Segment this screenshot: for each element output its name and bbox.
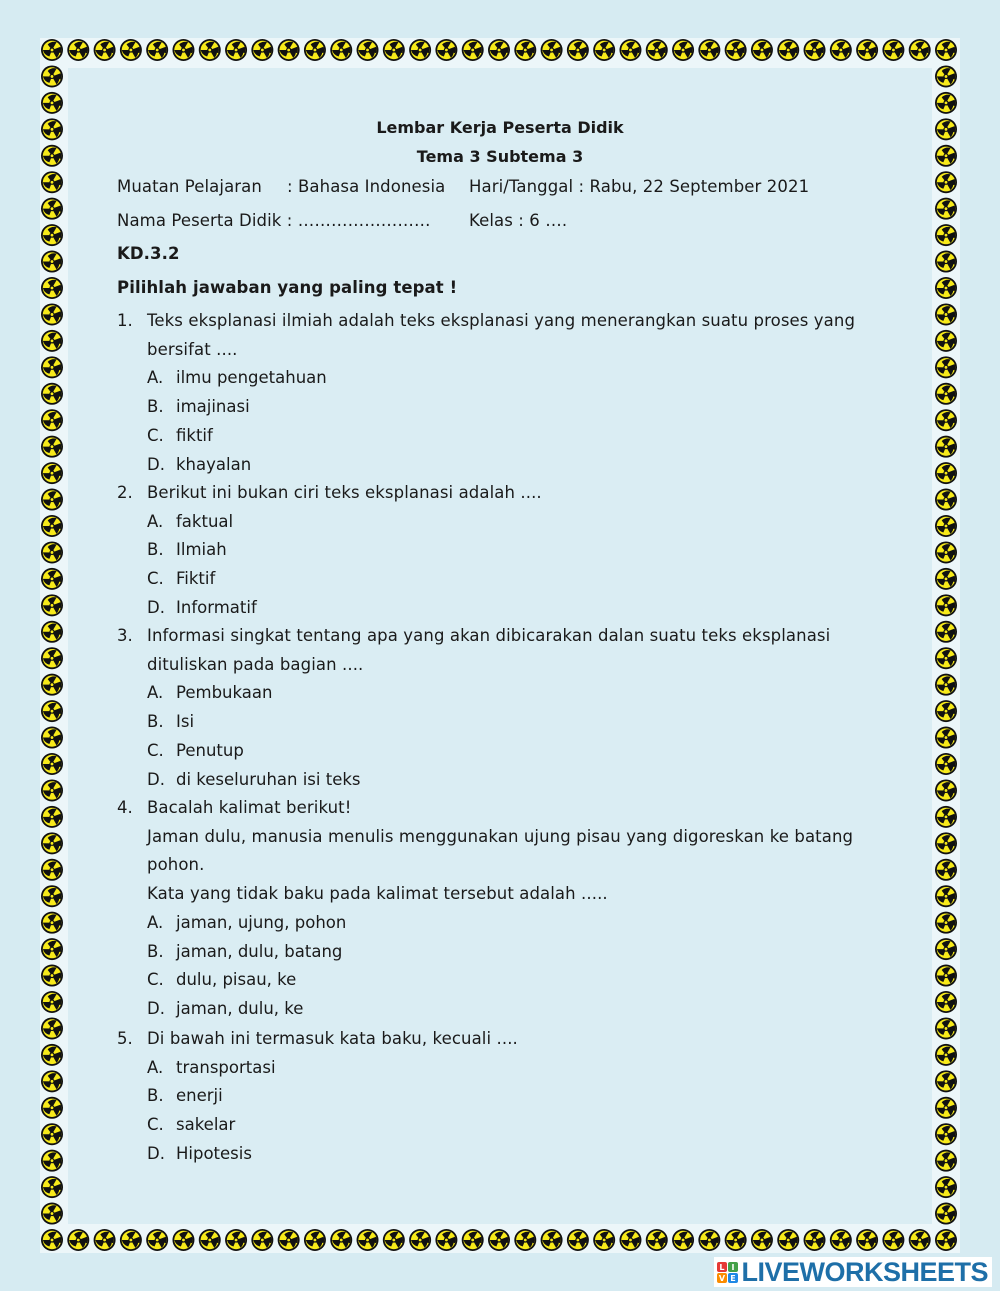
radiation-icon: [935, 1044, 957, 1066]
radiation-icon: [146, 1229, 168, 1251]
radiation-icon: [94, 39, 116, 61]
radiation-icon: [41, 568, 63, 590]
radiation-icon: [41, 1229, 63, 1251]
radiation-icon: [935, 356, 957, 378]
radiation-icon: [41, 885, 63, 907]
radiation-icon: [304, 39, 326, 61]
radiation-icon: [409, 39, 431, 61]
radiation-icon: [935, 912, 957, 934]
radiation-icon: [41, 621, 63, 643]
radiation-icon: [935, 700, 957, 722]
option-text[interactable]: jaman, dulu, batang: [176, 941, 343, 961]
option-letter[interactable]: A.: [147, 368, 164, 388]
radiation-icon: [935, 1123, 957, 1145]
option-text[interactable]: Hipotesis: [176, 1143, 252, 1163]
radiation-icon: [882, 39, 904, 61]
radiation-icon: [725, 1229, 747, 1251]
radiation-icon: [804, 1229, 826, 1251]
option-text[interactable]: imajinasi: [176, 397, 250, 417]
radiation-icon: [935, 1097, 957, 1119]
logo-letter: L: [717, 1262, 727, 1272]
radiation-icon: [935, 832, 957, 854]
radiation-icon: [225, 1229, 247, 1251]
logo-letter: V: [718, 1273, 726, 1283]
radiation-icon: [935, 1150, 957, 1172]
option-letter[interactable]: B.: [147, 540, 164, 560]
radiation-icon: [935, 1203, 957, 1225]
radiation-icon: [804, 39, 826, 61]
radiation-icon: [777, 39, 799, 61]
radiation-icon: [67, 1229, 89, 1251]
option-letter[interactable]: A.: [147, 511, 164, 531]
radiation-icon: [225, 39, 247, 61]
option-letter[interactable]: A.: [147, 683, 164, 703]
option-text[interactable]: Informatif: [176, 597, 257, 617]
radiation-icon: [909, 39, 931, 61]
radiation-icon: [330, 1229, 352, 1251]
radiation-icon: [935, 39, 957, 61]
question-number: 1.: [117, 311, 133, 330]
radiation-icon: [777, 1229, 799, 1251]
class-field[interactable]: Kelas : 6 ….: [469, 211, 568, 230]
radiation-icon: [935, 65, 957, 87]
radiation-icon: [41, 541, 63, 563]
question-text: pohon.: [147, 855, 205, 875]
radiation-icon: [41, 806, 63, 828]
radiation-icon: [541, 1229, 563, 1251]
radiation-icon: [935, 198, 957, 220]
radiation-icon: [935, 938, 957, 960]
option-text[interactable]: jaman, dulu, ke: [176, 998, 304, 1018]
logo-letter: I: [728, 1262, 738, 1272]
radiation-icon: [541, 39, 563, 61]
question-text: Di bawah ini termasuk kata baku, kecuali ....: [147, 1029, 518, 1048]
radiation-icon: [41, 251, 63, 273]
option-letter[interactable]: C.: [147, 1115, 164, 1135]
radiation-icon: [330, 39, 352, 61]
liveworksheets-logo-icon: [716, 1261, 738, 1283]
option-letter[interactable]: D.: [147, 1143, 165, 1163]
radiation-icon: [251, 1229, 273, 1251]
radiation-icon: [646, 39, 668, 61]
radiation-icon: [882, 1229, 904, 1251]
question-text: Kata yang tidak baku pada kalimat tersebut adalah .....: [147, 884, 608, 904]
radiation-icon: [935, 1070, 957, 1092]
radiation-icon: [935, 727, 957, 749]
radiation-icon: [935, 224, 957, 246]
kd-code: KD.3.2: [117, 244, 180, 263]
radiation-icon: [935, 330, 957, 352]
radiation-icon: [357, 39, 379, 61]
worksheet-subtitle: Tema 3 Subtema 3: [416, 147, 584, 166]
radiation-icon: [935, 277, 957, 299]
radiation-icon: [935, 674, 957, 696]
radiation-icon: [278, 1229, 300, 1251]
radiation-icon: [41, 912, 63, 934]
radiation-icon: [935, 806, 957, 828]
logo-letter: E: [728, 1273, 738, 1283]
radiation-icon: [935, 621, 957, 643]
radiation-icon: [41, 965, 63, 987]
option-text[interactable]: jaman, ujung, pohon: [176, 912, 347, 932]
radiation-icon: [567, 1229, 589, 1251]
radiation-icon: [935, 515, 957, 537]
question-number: 4.: [117, 798, 133, 817]
option-text[interactable]: khayalan: [176, 454, 252, 474]
radiation-icon: [41, 462, 63, 484]
radiation-icon: [935, 1017, 957, 1039]
question-text: Berikut ini bukan ciri teks eksplanasi adalah ....: [147, 483, 542, 502]
radiation-icon: [935, 965, 957, 987]
option-letter[interactable]: B.: [147, 941, 164, 961]
radiation-icon: [41, 277, 63, 299]
radiation-icon: [462, 1229, 484, 1251]
option-text[interactable]: fiktif: [176, 425, 213, 445]
radiation-icon: [935, 409, 957, 431]
radiation-icon: [935, 753, 957, 775]
radiation-icon: [409, 1229, 431, 1251]
option-letter[interactable]: D.: [147, 998, 165, 1018]
radiation-icon: [935, 541, 957, 563]
radiation-icon: [935, 885, 957, 907]
radiation-icon: [41, 224, 63, 246]
option-letter[interactable]: D.: [147, 597, 165, 617]
radiation-icon: [619, 1229, 641, 1251]
option-text[interactable]: sakelar: [176, 1115, 236, 1135]
option-letter[interactable]: B.: [147, 397, 164, 417]
option-letter[interactable]: C.: [147, 425, 164, 445]
question-text: Jaman dulu, manusia menulis menggunakan ujung pisau yang digoreskan ke batang: [147, 826, 854, 846]
radiation-icon: [41, 65, 63, 87]
radiation-icon: [41, 1123, 63, 1145]
option-letter[interactable]: C.: [147, 740, 164, 760]
radiation-icon: [725, 39, 747, 61]
option-letter[interactable]: B.: [147, 712, 164, 732]
radiation-icon: [41, 727, 63, 749]
option-text[interactable]: Isi: [176, 712, 195, 732]
radiation-icon: [646, 1229, 668, 1251]
radiation-icon: [514, 1229, 536, 1251]
radiation-icon: [41, 674, 63, 696]
radiation-icon: [199, 39, 221, 61]
radiation-icon: [41, 409, 63, 431]
radiation-icon: [935, 779, 957, 801]
radiation-icon: [41, 647, 63, 669]
option-letter[interactable]: A.: [147, 912, 164, 932]
radiation-icon: [462, 39, 484, 61]
radiation-icon: [41, 700, 63, 722]
radiation-icon: [172, 39, 194, 61]
radiation-icon: [41, 1070, 63, 1092]
watermark-text: LIVEWORKSHEETS: [741, 1256, 988, 1287]
radiation-icon: [935, 171, 957, 193]
radiation-icon: [935, 859, 957, 881]
radiation-icon: [593, 1229, 615, 1251]
date-label: Hari/Tanggal : Rabu, 22 September 2021: [469, 177, 810, 196]
radiation-icon: [514, 39, 536, 61]
radiation-icon: [41, 1176, 63, 1198]
radiation-icon: [41, 1044, 63, 1066]
radiation-icon: [41, 198, 63, 220]
radiation-icon: [935, 383, 957, 405]
radiation-icon: [41, 1203, 63, 1225]
radiation-icon: [120, 1229, 142, 1251]
radiation-icon: [909, 1229, 931, 1251]
option-letter[interactable]: A.: [147, 1057, 164, 1077]
option-text[interactable]: Pembukaan: [176, 683, 273, 703]
question-text: Teks eksplanasi ilmiah adalah teks eksplanasi yang menerangkan suatu proses yang: [147, 311, 856, 330]
radiation-icon: [567, 39, 589, 61]
radiation-icon: [751, 1229, 773, 1251]
radiation-icon: [41, 515, 63, 537]
option-text[interactable]: transportasi: [176, 1057, 276, 1077]
radiation-icon: [41, 859, 63, 881]
radiation-icon: [41, 92, 63, 114]
radiation-icon: [619, 39, 641, 61]
radiation-icon: [383, 1229, 405, 1251]
worksheet-title: Lembar Kerja Peserta Didik: [376, 118, 624, 137]
radiation-icon: [856, 1229, 878, 1251]
radiation-icon: [935, 991, 957, 1013]
subject-label: Muatan Pelajaran: [117, 177, 262, 196]
radiation-icon: [935, 303, 957, 325]
radiation-icon: [41, 1097, 63, 1119]
radiation-icon: [41, 753, 63, 775]
radiation-icon: [172, 1229, 194, 1251]
radiation-icon: [435, 39, 457, 61]
radiation-icon: [41, 779, 63, 801]
radiation-icon: [67, 39, 89, 61]
radiation-icon: [251, 39, 273, 61]
question-text: dituliskan pada bagian ....: [147, 654, 364, 674]
question-text: bersifat ....: [147, 339, 238, 359]
radiation-icon: [41, 832, 63, 854]
radiation-icon: [41, 330, 63, 352]
option-text[interactable]: Fiktif: [176, 569, 216, 589]
radiation-icon: [357, 1229, 379, 1251]
radiation-icon: [935, 436, 957, 458]
question-text: Bacalah kalimat berikut!: [147, 798, 352, 817]
radiation-icon: [41, 1017, 63, 1039]
radiation-icon: [41, 356, 63, 378]
option-letter[interactable]: C.: [147, 970, 164, 990]
radiation-icon: [751, 39, 773, 61]
radiation-icon: [41, 489, 63, 511]
radiation-icon: [41, 383, 63, 405]
radiation-icon: [672, 39, 694, 61]
option-letter[interactable]: D.: [147, 454, 165, 474]
radiation-icon: [41, 39, 63, 61]
liveworksheets-watermark[interactable]: [714, 1257, 992, 1287]
option-text[interactable]: ilmu pengetahuan: [176, 368, 327, 388]
radiation-icon: [856, 39, 878, 61]
radiation-icon: [488, 39, 510, 61]
option-text[interactable]: Ilmiah: [176, 540, 227, 560]
radiation-icon: [278, 39, 300, 61]
option-text[interactable]: di keseluruhan isi teks: [176, 769, 361, 789]
radiation-icon: [41, 938, 63, 960]
radiation-icon: [41, 171, 63, 193]
radiation-icon: [94, 1229, 116, 1251]
radiation-icon: [41, 594, 63, 616]
question-number: 3.: [117, 626, 133, 645]
radiation-icon: [830, 1229, 852, 1251]
option-text[interactable]: Penutup: [176, 740, 244, 760]
radiation-icon: [935, 594, 957, 616]
option-letter[interactable]: B.: [147, 1086, 164, 1106]
radiation-icon: [698, 1229, 720, 1251]
option-text[interactable]: faktual: [176, 511, 234, 531]
radiation-icon: [935, 1229, 957, 1251]
radiation-icon: [383, 39, 405, 61]
worksheet-area: [68, 68, 932, 1224]
question-text: Informasi singkat tentang apa yang akan dibicarakan dalan suatu teks eksplanasi: [147, 626, 831, 645]
radiation-icon: [935, 1176, 957, 1198]
radiation-icon: [488, 1229, 510, 1251]
radiation-icon: [199, 1229, 221, 1251]
option-text[interactable]: enerji: [176, 1086, 223, 1106]
radiation-icon: [830, 39, 852, 61]
radiation-icon: [41, 991, 63, 1013]
radiation-icon: [593, 39, 615, 61]
option-letter[interactable]: D.: [147, 769, 165, 789]
radiation-icon: [935, 489, 957, 511]
option-letter[interactable]: C.: [147, 569, 164, 589]
instruction: Pilihlah jawaban yang paling tepat !: [117, 278, 458, 297]
radiation-icon: [935, 462, 957, 484]
subject-value: : Bahasa Indonesia: [287, 177, 446, 196]
question-number: 2.: [117, 483, 133, 502]
radiation-icon: [41, 1150, 63, 1172]
student-name-field[interactable]: Nama Peserta Didik : ……………………: [117, 211, 431, 230]
radiation-icon: [120, 39, 142, 61]
radiation-icon: [435, 1229, 457, 1251]
question-number: 5.: [117, 1029, 133, 1048]
radiation-icon: [935, 92, 957, 114]
radiation-icon: [698, 39, 720, 61]
radiation-icon: [935, 251, 957, 273]
radiation-icon: [672, 1229, 694, 1251]
radiation-icon: [935, 647, 957, 669]
radiation-icon: [304, 1229, 326, 1251]
option-text[interactable]: dulu, pisau, ke: [176, 970, 297, 990]
radiation-icon: [41, 436, 63, 458]
radiation-icon: [41, 303, 63, 325]
radiation-icon: [935, 568, 957, 590]
radiation-icon: [146, 39, 168, 61]
